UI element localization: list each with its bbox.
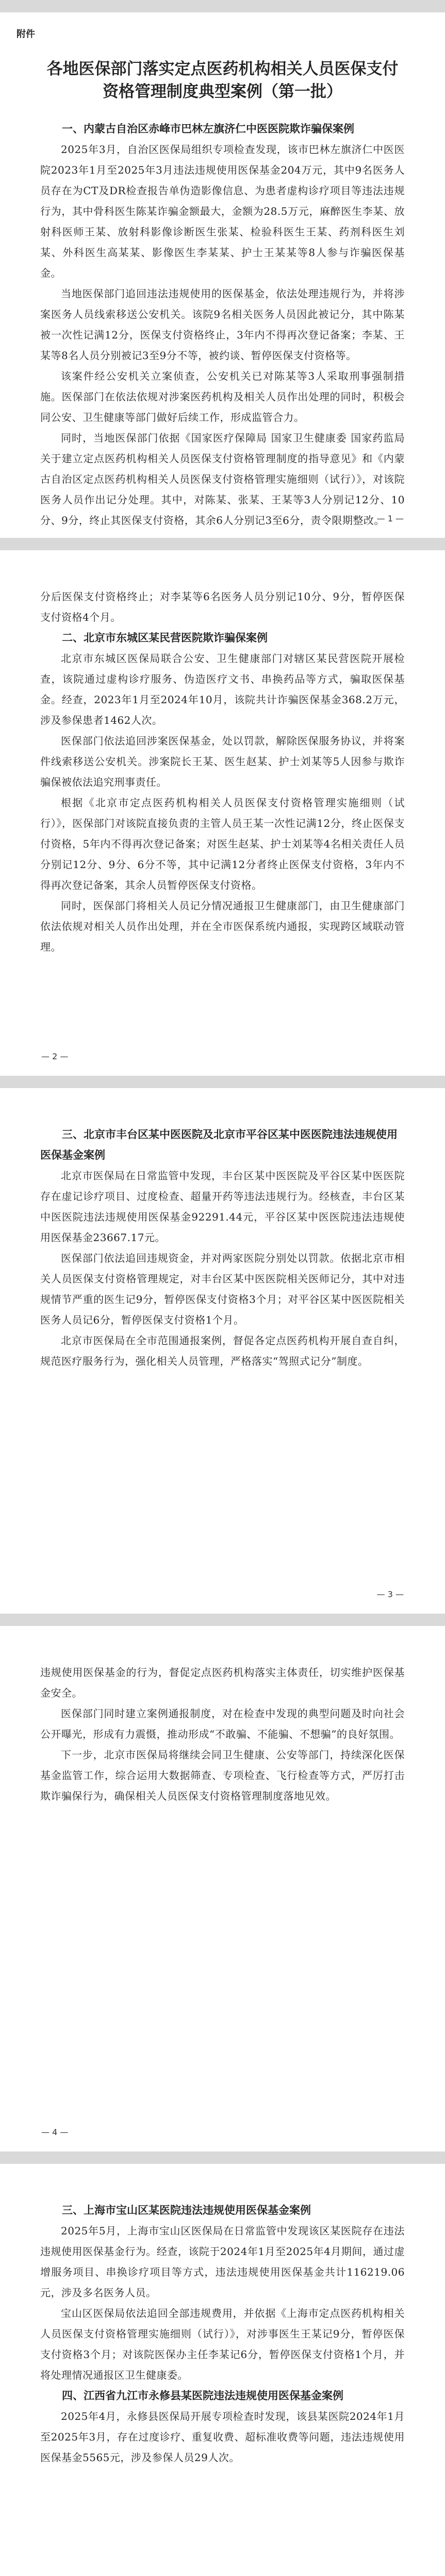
body-paragraph: 分后医保支付资格终止；对李某等6名医务人员分别记10分、9分，暂停医保支付资格4个月。 [40, 590, 405, 623]
document-title: 各地医保部门落实定点医药机构相关人员医保支付资格管理制度典型案例（第一批） [46, 60, 399, 101]
body-paragraph: 医保部门依法追回违规资金，并对两家医院分别处以罚款。依据北京市相关人员医保支付资格管理规定，对丰台区某中医医院相关医师记分，其中对违规情节严重的医生记9分，暂停医保支付资格3个月；对平谷区某中医医院相关医务人员记6分，暂停医保支付资格1个月。 [40, 1252, 405, 1326]
case-heading: 三、北京市丰台区某中医医院及北京市平谷区某中医医院违法违规使用医保基金案例 [40, 1128, 398, 1161]
body-paragraph: 2025年3月，自治区医保局组织专项检查发现，该市巴林左旗济仁中医医院2023年1月至2025年3月违法违规使用医保基金204万元，其中9名医务人员存在为CT及DR检查报告单伪造影像信息、为患者虚构诊疗项目等违法违规行为，其中骨科医生陈某诈骗金额最大，金额为28.5万元，麻醉医生李某、放射科医师王某、放射科影像诊断医生张某、检验科医生王某、药剂科医生刘某、外科医生高某某、影像医生李某某、护士王某某等8人参与诈骗医保基金。 [40, 143, 405, 279]
document-page [0, 12, 445, 538]
case-heading: 二、北京市东城区某民营医院欺诈骗保案例 [62, 632, 268, 644]
document-page [0, 2164, 445, 2576]
body-paragraph: 医保部门同时建立案例通报制度，对在检查中发现的典型问题及时向社会公开曝光，形成有力震慑，推动形成“不敢骗、不能骗、不想骗”的良好氛围。 [40, 1707, 405, 1740]
body-paragraph: 医保部门依法追回涉案医保基金，处以罚款，解除医保服务协议，并将案件线索移送公安机关。涉案院长王某、医生赵某、护士刘某等5人因参与欺诈骗保被依法追究刑事责任。 [40, 735, 405, 788]
body-paragraph: 2025年5月，上海市宝山区医保局在日常监管中发现该区某医院存在违法违规使用医保基金行为。经查，该院于2024年1月至2025年4月期间，通过虚增服务项目、串换诊疗项目等方式，违法违规使用医保基金共计116219.06元，涉及多名医务人员。 [40, 2225, 405, 2299]
body-paragraph: 该案件经公安机关立案侦查，公安机关已对陈某等3人采取刑事强制措施。医保部门在依法依规对涉案医药机构及相关人员作出处理的同时，积极会同公安、卫生健康等部门做好后续工作，形成监管合力。 [40, 370, 405, 423]
page-number: — 2 — [41, 1052, 69, 1061]
case-heading: 四、江西省九江市永修县某医院违法违规使用医保基金案例 [62, 2389, 343, 2402]
page-number: — 4 — [41, 2127, 69, 2137]
page-number: — 1 — [376, 514, 404, 523]
case-heading: 三、上海市宝山区某医院违法违规使用医保基金案例 [62, 2204, 311, 2216]
body-paragraph: 北京市医保局在日常监管中发现，丰台区某中医医院及平谷区某中医医院存在虚记诊疗项目、过度检查、超量开药等违法违规行为。经核查，丰台区某中医医院违法违规使用医保基金92291.44元，平谷区某中医医院违法违规使用医保基金23667.17元。 [40, 1170, 405, 1244]
body-paragraph: 违规使用医保基金的行为，督促定点医药机构落实主体责任，切实维护医保基金安全。 [40, 1666, 405, 1699]
body-paragraph: 根据《北京市定点医药机构相关人员医保支付资格管理实施细则（试行）》，医保部门对该院直接负责的主管人员王某一次性记满12分，终止医保支付资格，5年内不得再次登记备案；对医生赵某、护士刘某等4名相关责任人员分别记12分、9分、6分不等，其中记满12分者终止医保支付资格，3年内不得再次登记备案，其余人员暂停医保支付资格。 [40, 796, 405, 891]
document-page [0, 1626, 445, 2151]
page-number: — 3 — [376, 1589, 404, 1599]
body-paragraph: 北京市东城区医保局联合公安、卫生健康部门对辖区某民营医院开展检查，该院通过虚构诊疗服务、伪造医疗文书、串换药品等方式，骗取医保基金。经查，2023年1月至2024年10月，该院共计诈骗医保基金368.2万元，涉及参保患者1462人次。 [40, 652, 405, 726]
body-paragraph: 下一步，北京市医保局将继续会同卫生健康、公安等部门，持续深化医保基金监管工作，综合运用大数据筛查、专项检查、飞行检查等方式，严厉打击欺诈骗保行为，确保相关人员医保支付资格管理制度落地见效。 [40, 1749, 405, 1802]
body-paragraph: 同时，医保部门将相关人员记分情况通报卫生健康部门，由卫生健康部门依法依规对相关人员作出处理，并在全市医保系统内通报，实现跨区域联动管理。 [40, 900, 405, 953]
body-paragraph: 同时，当地医保部门依据《国家医疗保障局 国家卫生健康委 国家药监局关于建立定点医药机构相关人员医保支付资格管理制度的指导意见》和《内蒙古自治区定点医药机构相关人员医保支付资格管理实施细则（试行）》，对该院医务人员作出记分处理。其中，对陈某、张某、王某等3人分别记12分、10分、9分，终止其医保支付资格，其余6人分别记3至6分，责令限期整改。 [40, 432, 405, 527]
document-page [0, 550, 445, 1076]
case-heading: 一、内蒙古自治区赤峰市巴林左旗济仁中医医院欺诈骗保案例 [62, 123, 354, 135]
body-paragraph: 当地医保部门追回违法违规使用的医保基金，依法处理违规行为，并将涉案医务人员线索移送公安机关。该院9名相关医务人员因此被记分，其中陈某被一次性记满12分，医保支付资格终止，3年内不得再次登记备案；李某、王某等8名人员分别被记3至9分不等，被约谈、暂停医保支付资格等。 [40, 287, 405, 362]
body-paragraph: 北京市医保局在全市范围通报案例，督促各定点医药机构开展自查自纠，规范医疗服务行为，强化相关人员管理，严格落实“驾照式记分”制度。 [40, 1334, 405, 1367]
body-paragraph: 宝山区医保局依法追回全部违规费用，并依据《上海市定点医药机构相关人员医保支付资格管理实施细则（试行）》，对涉事医生王某记9分，暂停医保支付资格3个月；对该院医保办主任李某记6分，暂停医保支付资格1个月，并将处理情况通报区卫生健康委。 [40, 2307, 405, 2381]
attachment-label: 附件 [17, 29, 35, 40]
document-page [0, 1088, 445, 1614]
body-paragraph: 2025年4月，永修县医保局开展专项检查时发现，该县某医院2024年1月至2025年3月，存在过度诊疗、重复收费、超标准收费等问题，违法违规使用医保基金5565元，涉及参保人员29人次。 [40, 2410, 405, 2464]
